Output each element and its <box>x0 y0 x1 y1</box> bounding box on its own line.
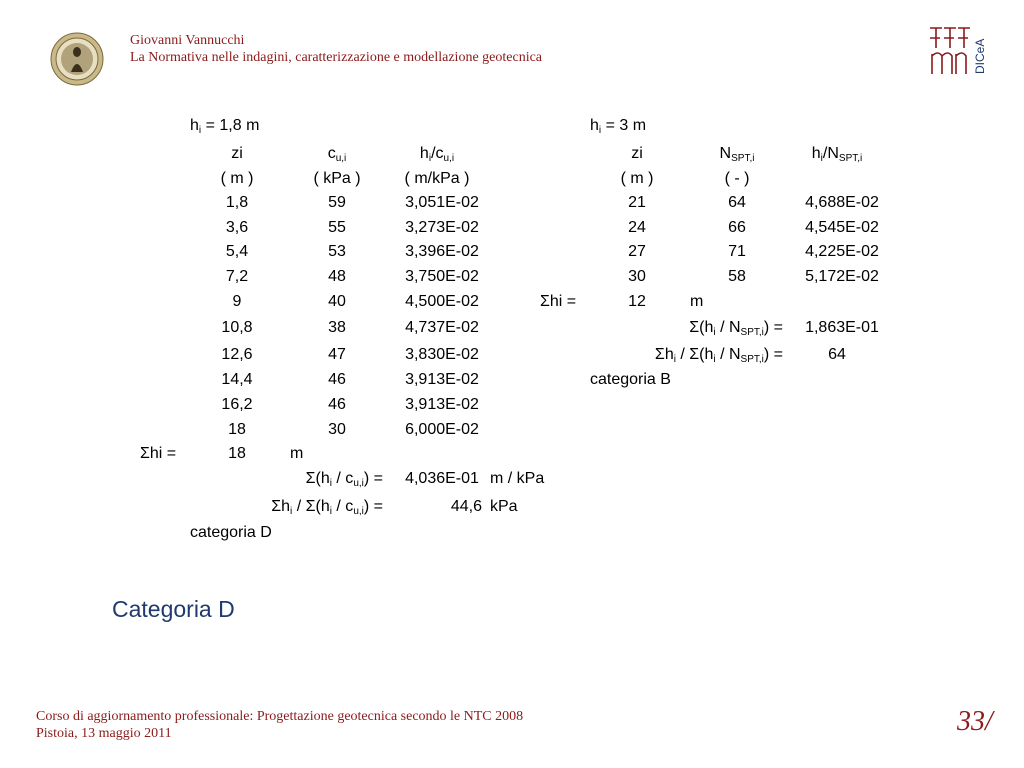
footer-place-date: Pistoia, 13 maggio 2011 <box>36 726 172 741</box>
right-row-zi: 24 <box>628 219 646 236</box>
left-sum-hi-label: Σhi = <box>140 445 177 462</box>
right-row-ratio: 4,688E-02 <box>805 194 879 211</box>
right-row-ratio: 4,545E-02 <box>805 219 879 236</box>
left-unit-zi: ( m ) <box>220 170 254 187</box>
left-cu-eq-unit: kPa <box>490 498 518 515</box>
left-cu-eq-label: $\Sigma h_i / \Sigma(h_i / c_{u,i})$ = <box>271 498 383 517</box>
left-row-zi: 10,8 <box>221 319 253 336</box>
left-unit-ratio: ( m/kPa ) <box>404 170 470 187</box>
left-row-zi: 7,2 <box>225 268 249 285</box>
right-row-ratio: 5,172E-02 <box>805 268 879 285</box>
left-row-zi: 14,4 <box>221 371 253 388</box>
left-row-ratio: 6,000E-02 <box>405 421 479 438</box>
left-row-ratio: 3,913E-02 <box>405 371 479 388</box>
right-sum-hi-value: 12 <box>628 293 646 310</box>
left-row-ratio: 3,273E-02 <box>405 219 479 236</box>
right-layer-thickness: $h_i = 3$ m <box>590 117 647 136</box>
left-row-zi: 18 <box>228 421 246 438</box>
left-row-ratio: 4,500E-02 <box>405 293 479 310</box>
left-row-zi: 5,4 <box>225 243 249 260</box>
right-row-ratio: 4,225E-02 <box>805 243 879 260</box>
page-number: 33/ <box>957 706 993 737</box>
left-row-cu: 55 <box>328 219 346 236</box>
categoria-heading: Categoria D <box>112 596 235 622</box>
svg-text:DICeA: DICeA <box>973 38 987 74</box>
left-row-ratio: 4,737E-02 <box>405 319 479 336</box>
footer-course: Corso di aggiornamento professionale: Progettazione geotecnica secondo le NTC 2008 <box>36 709 524 724</box>
left-col-cu-header: $c_{u,i}$ <box>327 145 347 164</box>
right-col-ratio-header: $h_i/N_{SPT,i}$ <box>811 145 863 164</box>
right-sum-hi-unit: m <box>690 293 704 310</box>
right-row-zi: 30 <box>628 268 646 285</box>
dicea-logo <box>928 24 988 78</box>
left-unit-cu: ( kPa ) <box>313 170 361 187</box>
left-row-ratio: 3,830E-02 <box>405 346 479 363</box>
right-n-eq-value: 64 <box>828 346 846 363</box>
left-sum-ratio-label: $\Sigma(h_i / c_{u,i})$ = <box>305 470 383 489</box>
left-sum-hi-value: 18 <box>228 445 246 462</box>
right-sum-ratio-label: $\Sigma(h_i / N_{SPT,i})$ = <box>689 319 783 338</box>
right-row-n: 71 <box>728 243 746 260</box>
left-row-cu: 53 <box>328 243 346 260</box>
left-row-zi: 9 <box>232 293 242 310</box>
right-row-n: 66 <box>728 219 746 236</box>
left-row-cu: 46 <box>328 396 346 413</box>
left-row-cu: 48 <box>328 268 346 285</box>
right-col-n-header: $N_{SPT,i}$ <box>719 145 755 164</box>
right-row-zi: 27 <box>628 243 646 260</box>
right-sum-hi-label: Σhi = <box>540 293 577 310</box>
right-unit-zi: ( m ) <box>620 170 654 187</box>
right-row-zi: 21 <box>628 194 646 211</box>
right-row-n: 58 <box>728 268 746 285</box>
right-category: categoria B <box>590 371 671 388</box>
left-cu-eq-value: 44,6 <box>450 498 482 515</box>
left-row-cu: 59 <box>328 194 346 211</box>
left-row-zi: 12,6 <box>221 346 253 363</box>
header-title: La Normativa nelle indagini, caratterizzazione e modellazione geotecnica <box>130 50 543 65</box>
left-sum-ratio-value: 4,036E-01 <box>405 470 479 487</box>
left-category: categoria D <box>190 524 272 541</box>
left-col-zi-header: zi <box>231 145 243 162</box>
left-row-cu: 30 <box>328 421 346 438</box>
left-layer-thickness: $h_i = 1,8$ m <box>190 117 260 136</box>
left-row-zi: 16,2 <box>221 396 253 413</box>
right-row-n: 64 <box>728 194 746 211</box>
university-seal-logo <box>50 32 104 86</box>
left-row-zi: 1,8 <box>225 194 249 211</box>
left-sum-ratio-unit: m / kPa <box>490 470 545 487</box>
left-row-cu: 47 <box>328 346 346 363</box>
left-row-ratio: 3,051E-02 <box>405 194 479 211</box>
left-row-ratio: 3,750E-02 <box>405 268 479 285</box>
left-sum-hi-unit: m <box>290 445 304 462</box>
left-row-ratio: 3,396E-02 <box>405 243 479 260</box>
right-sum-ratio-value: 1,863E-01 <box>805 319 879 336</box>
right-col-zi-header: zi <box>631 145 643 162</box>
left-row-ratio: 3,913E-02 <box>405 396 479 413</box>
left-row-cu: 38 <box>328 319 346 336</box>
left-row-cu: 40 <box>328 293 346 310</box>
left-row-zi: 3,6 <box>225 219 249 236</box>
left-col-ratio-header: $h_i/c_{u,i}$ <box>419 145 455 164</box>
right-unit-n: ( - ) <box>724 170 750 187</box>
right-n-eq-label: $\Sigma h_i / \Sigma(h_i / N_{SPT,i})$ = <box>654 346 783 365</box>
left-row-cu: 46 <box>328 371 346 388</box>
header-author: Giovanni Vannucchi <box>130 33 245 48</box>
